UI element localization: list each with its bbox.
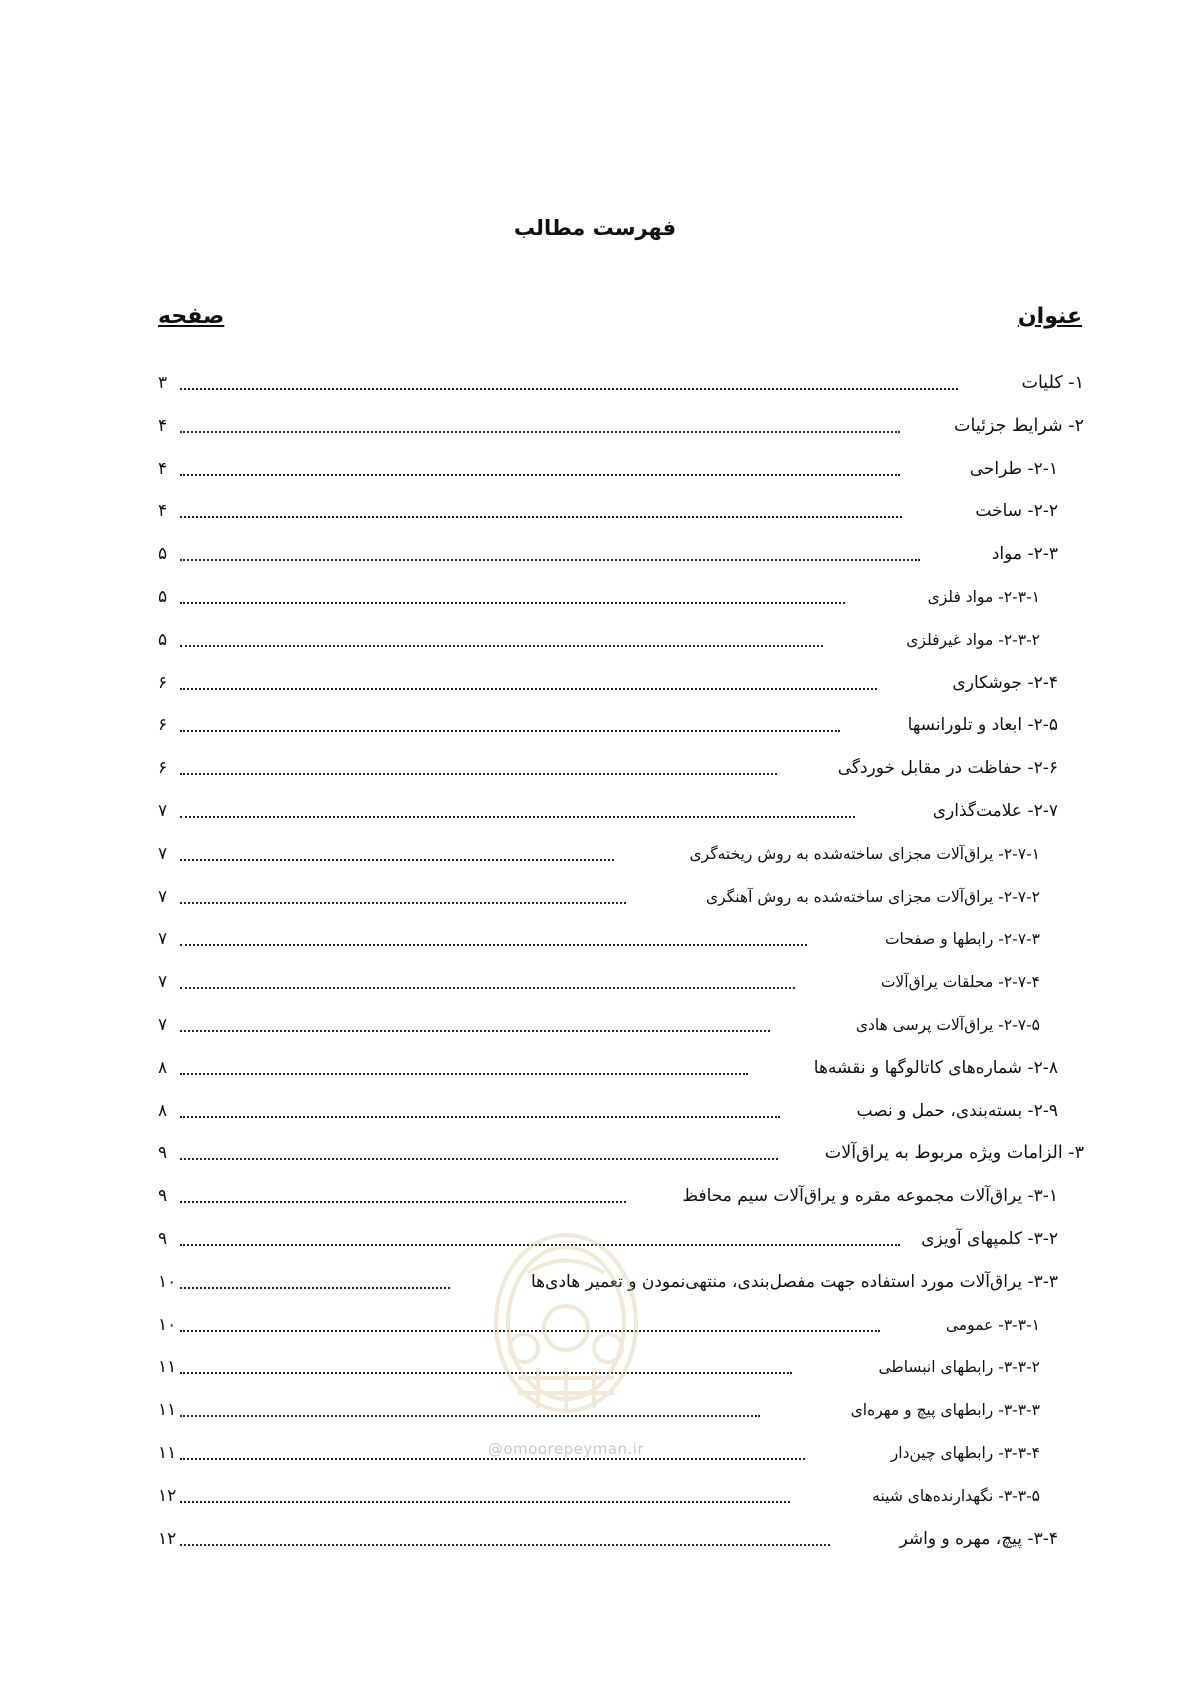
- toc-entry-title: ۳-۲- کلمپهای آویزی: [921, 1228, 1058, 1249]
- toc-entry-title: ۳-۳- یراق‌آلات مورد استفاده جهت مفصل‌بندی، منتهی‌نمودن و تعمیر هادی‌ها: [531, 1271, 1058, 1292]
- toc-entry-title: ۲-۶- حفاظت در مقابل خوردگی: [837, 758, 1058, 779]
- toc-entry[interactable]: [158, 412, 1084, 455]
- dot-leader: [180, 1544, 830, 1546]
- toc-entry[interactable]: [158, 626, 1084, 669]
- toc-page-number: ۹: [158, 1228, 168, 1249]
- toc-entry-title: ۳-۴- پیچ، مهره و واشر: [899, 1528, 1058, 1549]
- toc-entry[interactable]: [158, 1482, 1084, 1525]
- toc-entry[interactable]: [158, 925, 1084, 968]
- toc-entry[interactable]: [158, 711, 1084, 754]
- dot-leader: [180, 474, 900, 476]
- page-title: فهرست مطالب: [513, 216, 677, 240]
- toc-page-number: ۸: [158, 1100, 168, 1121]
- dot-leader: [180, 559, 920, 561]
- toc-page-number: ۷: [158, 886, 168, 907]
- dot-leader: [180, 1073, 748, 1075]
- toc-entry-title: ۳-۱- یراق‌آلات مجموعه مقره و یراق‌آلات سیم محافظ: [682, 1186, 1058, 1207]
- toc-entry[interactable]: [158, 497, 1084, 540]
- toc-entry-title: ۳- الزامات ویژه مربوط به یراق‌آلات: [824, 1143, 1084, 1164]
- toc-entry[interactable]: [158, 840, 1084, 883]
- toc-page-number: ۱۱: [158, 1400, 177, 1421]
- watermark-url: @omoorepeyman.ir: [487, 1440, 645, 1458]
- toc-page-number: ۱۲: [158, 1485, 177, 1506]
- dot-leader: [180, 902, 626, 904]
- dot-leader: [180, 730, 840, 732]
- toc-page-number: ۵: [158, 586, 168, 607]
- toc-entry-title: ۲-۳- مواد: [991, 544, 1058, 565]
- toc-entry[interactable]: [158, 455, 1084, 498]
- dot-leader: [180, 1287, 450, 1289]
- toc-page-number: ۱۰: [158, 1314, 177, 1335]
- toc-page-number: ۷: [158, 800, 168, 821]
- toc-entry-title: ۲-۳-۱- مواد فلزی: [927, 587, 1040, 606]
- toc-entry-title: ۲-۲- ساخت: [975, 501, 1058, 522]
- dot-leader: [180, 645, 823, 647]
- dot-leader: [180, 688, 877, 690]
- dot-leader: [180, 1372, 792, 1374]
- toc-entry[interactable]: [158, 1139, 1084, 1182]
- toc-entry-title: ۳-۳-۵- نگهدارنده‌های شینه: [872, 1486, 1040, 1505]
- toc-entry-title: ۳-۳-۴- رابطهای چین‌دار: [890, 1443, 1040, 1462]
- toc-entry-title: ۱- کلیات: [1021, 373, 1084, 393]
- dot-leader: [180, 431, 900, 433]
- toc-page-number: ۵: [158, 544, 168, 565]
- toc-entry[interactable]: [158, 1054, 1084, 1097]
- toc-entry[interactable]: [158, 1525, 1084, 1568]
- toc-entry-title: ۲-۳-۲- مواد غیرفلزی: [906, 630, 1040, 649]
- toc-entry[interactable]: [158, 540, 1084, 583]
- toc-entry[interactable]: [158, 1182, 1084, 1225]
- toc-page-number: ۱۱: [158, 1357, 177, 1378]
- toc-entry-title: ۲-۸- شماره‌های کاتالوگها و نقشه‌ها: [813, 1057, 1058, 1078]
- toc-page-number: ۹: [158, 1143, 168, 1164]
- dot-leader: [180, 773, 777, 775]
- toc-entry-title: ۲-۷- علامت‌گذاری: [932, 800, 1058, 821]
- toc-entry-title: ۲-۷-۳- رابطها و صفحات: [884, 930, 1040, 949]
- toc-entry[interactable]: [158, 669, 1084, 712]
- dot-leader: [180, 1158, 778, 1160]
- toc-entry-title: ۲-۵- ابعاد و تلورانسها: [907, 715, 1058, 736]
- toc-page-number: ۷: [158, 843, 168, 864]
- toc-entry-title: ۲-۱- طراحی: [969, 458, 1058, 479]
- toc-entry-title: ۳-۳-۲- رابطهای انبساطی: [878, 1358, 1040, 1377]
- toc-page-number: ۶: [158, 715, 168, 736]
- toc-page-number: ۶: [158, 672, 168, 693]
- toc-entry-title: ۳-۳-۳- رابطهای پیچ و مهره‌ای: [850, 1401, 1040, 1420]
- toc-entry[interactable]: [158, 968, 1084, 1011]
- toc-page-number: ۵: [158, 629, 168, 650]
- toc-entry-title: ۲-۷-۱- یراق‌آلات مجزای ساخته‌شده به روش ریخته‌گری: [689, 844, 1040, 863]
- subject-column-header: عنوان: [1017, 304, 1082, 329]
- toc-entry-title: ۲-۹- بسته‌بندی، حمل و نصب: [856, 1100, 1058, 1121]
- toc-page-number: ۱۰: [158, 1271, 177, 1292]
- toc-entry-title: ۳-۳-۱- عمومی: [945, 1315, 1040, 1334]
- dot-leader: [180, 516, 902, 518]
- toc-page-number: ۱۱: [158, 1442, 177, 1463]
- toc-page-number: ۴: [158, 458, 168, 479]
- toc-page-number: ۴: [158, 501, 168, 522]
- dot-leader: [180, 1116, 780, 1118]
- toc-page-number: ۸: [158, 1057, 168, 1078]
- toc-page-number: ۱۲: [158, 1528, 177, 1549]
- toc-page-number: ۳: [158, 373, 168, 393]
- toc-page-number: ۷: [158, 972, 168, 993]
- dot-leader: [180, 987, 795, 989]
- toc-entry[interactable]: [158, 883, 1084, 926]
- toc-page-number: ۷: [158, 1014, 168, 1035]
- toc-page-number: ۴: [158, 415, 168, 436]
- dot-leader: [180, 1458, 805, 1460]
- toc-entry[interactable]: [158, 583, 1084, 626]
- toc-entry-title: ۲-۷-۴- محلقات یراق‌آلات: [880, 973, 1040, 992]
- dot-leader: [180, 859, 614, 861]
- toc-page-number: ۷: [158, 929, 168, 950]
- dot-leader: [180, 388, 958, 390]
- dot-leader: [180, 602, 845, 604]
- toc-entry[interactable]: [158, 369, 1084, 412]
- toc-entry-title: ۲-۴- جوشکاری: [952, 672, 1058, 693]
- toc-entry-title: ۲-۷-۲- یراق‌آلات مجزای ساخته‌شده به روش آهنگری: [705, 887, 1040, 906]
- toc-page-number: ۹: [158, 1186, 168, 1207]
- toc-entry-title: ۲-۷-۵- یراق‌آلات پرسی هادی: [855, 1015, 1040, 1034]
- toc-entry[interactable]: [158, 1097, 1084, 1140]
- watermark-logo: [488, 1228, 644, 1428]
- dot-leader: [180, 1501, 790, 1503]
- toc-entry[interactable]: [158, 1011, 1084, 1054]
- toc-entry[interactable]: [158, 754, 1084, 797]
- toc-page-number: ۶: [158, 758, 168, 779]
- toc-entry-title: ۲- شرایط جزئیات: [954, 415, 1084, 436]
- page-column-header: صفحه: [158, 304, 225, 329]
- dot-leader: [180, 1030, 770, 1032]
- dot-leader: [180, 944, 807, 946]
- dot-leader: [180, 1201, 626, 1203]
- dot-leader: [180, 816, 855, 818]
- dot-leader: [180, 1415, 760, 1417]
- toc-entry[interactable]: [158, 797, 1084, 840]
